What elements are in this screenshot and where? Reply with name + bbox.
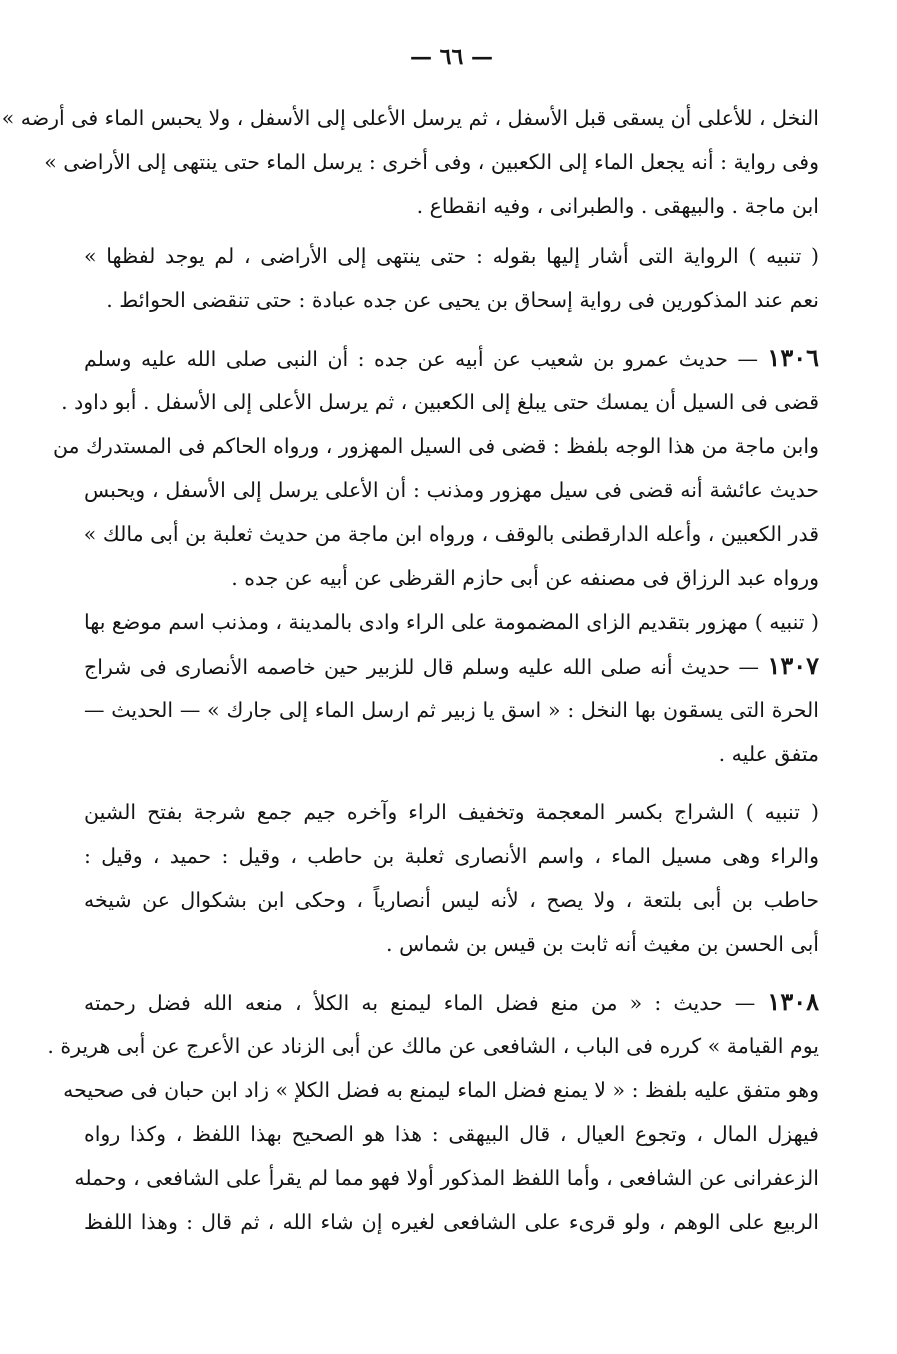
text-line: حاطب بن أبى بلتعة ، ولا يصح ، لأنه ليس أنصارياً ، وحكى ابن بشكوال عن شيخه	[84, 888, 819, 912]
text-line: متفق عليه .	[718, 742, 819, 766]
text-segment: — حديث عمرو بن شعيب عن أبيه عن جده : أن النبى صلى الله عليه وسلم	[84, 347, 758, 371]
page-body	[1, 96, 819, 1244]
text-line: نعم عند المذكورين فى رواية إسحاق بن يحيى عن جده عبادة : حتى تنقضى الحوائط .	[106, 288, 819, 312]
text-line: يوم القيامة » كرره فى الباب ، الشافعى عن مالك عن أبى الزناد عن الأعرج عن أبى هريرة .	[47, 1034, 819, 1058]
text-line: ( تنبيه ) مهزور بتقديم الزاى المضمومة على الراء وادى بالمدينة ، ومذنب اسم موضع بها	[84, 610, 819, 634]
paragraph-note	[84, 234, 819, 322]
text-line: ( تنبيه ) الرواية التى أشار إليها بقوله : حتى ينتهى إلى الأراضى ، لم يوجد لفظها »	[84, 244, 819, 268]
text-line: وهو متفق عليه بلفظ : « لا يمنع فضل الماء ليمنع به فضل الكلإ » زاد ابن حبان فى صحيحه	[63, 1078, 819, 1102]
text-line: ورواه عبد الرزاق فى مصنفه عن أبى حازم القرظى عن أبيه عن جده .	[231, 566, 819, 590]
text-line: ابن ماجة . والبيهقى . والطبرانى ، وفيه انقطاع .	[416, 194, 819, 218]
text-line	[84, 980, 819, 1024]
page-number: — ٦٦ —	[410, 44, 493, 70]
hadith-number: ١٣٠٧	[767, 651, 819, 680]
text-line	[84, 336, 819, 380]
text-line: النخل ، للأعلى أن يسقى قبل الأسفل ، ثم يرسل الأعلى إلى الأسفل ، ولا يحبس الماء فى أرضه »	[1, 106, 819, 130]
paragraph-note	[84, 790, 819, 966]
text-line: فيهزل المال ، وتجوع العيال ، قال البيهقى : هذا هو الصحيح بهذا اللفظ ، وكذا رواه	[84, 1122, 819, 1146]
text-line: أبى الحسن بن مغيث أنه ثابت بن قيس بن شماس .	[386, 932, 819, 956]
text-line: وابن ماجة من هذا الوجه بلفظ : قضى فى السيل المهزور ، ورواه الحاكم فى المستدرك من	[52, 434, 819, 458]
text-segment: — حديث أنه صلى الله عليه وسلم قال للزبير حين خاصمه الأنصارى فى شراج	[84, 655, 760, 679]
paragraph-note	[84, 600, 819, 644]
hadith-number: ١٣٠٦	[767, 343, 819, 372]
text-line: والراء وهى مسيل الماء ، واسم الأنصارى ثعلبة بن حاطب ، وقيل : حميد ، وقيل :	[84, 844, 819, 868]
text-line: حديث عائشة أنه قضى فى سيل مهزور ومذنب : أن الأعلى يرسل إلى الأسفل ، ويحبس	[84, 478, 819, 502]
hadith-entry-1306	[52, 336, 819, 600]
text-segment: — حديث : « من منع فضل الماء ليمنع به الكلأ ، منعه الله فضل رحمته	[84, 991, 756, 1015]
text-line: قضى فى السيل أن يمسك حتى يبلغ إلى الكعبين ، ثم يرسل الأعلى إلى الأسفل . أبو داود .	[61, 390, 819, 414]
hadith-entry-1308	[47, 980, 819, 1244]
hadith-number: ١٣٠٨	[767, 987, 819, 1016]
text-line: ( تنبيه ) الشراج بكسر المعجمة وتخفيف الراء وآخره جيم جمع شرجة بفتح الشين	[84, 800, 819, 824]
text-line: وفى رواية : أنه يجعل الماء إلى الكعبين ، وفى أخرى : يرسل الماء حتى ينتهى إلى الأراضى »	[44, 150, 819, 174]
hadith-entry-1307	[84, 644, 819, 776]
text-line: قدر الكعبين ، وأعله الدارقطنى بالوقف ، ورواه ابن ماجة من حديث ثعلبة بن أبى مالك »	[83, 522, 819, 546]
text-line: الزعفرانى عن الشافعى ، وأما اللفظ المذكور أولا فهو مما لم يقرأ على الشافعى ، وحمله	[74, 1166, 819, 1190]
text-line	[84, 644, 819, 688]
text-line: الربيع على الوهم ، ولو قرىء على الشافعى لغيره إن شاء الله ، ثم قال : وهذا اللفظ	[84, 1210, 819, 1234]
text-line: الحرة التى يسقون بها النخل : « اسق يا زبير ثم ارسل الماء إلى جارك » — الحديث —	[84, 698, 819, 722]
paragraph-continuation	[1, 96, 819, 228]
